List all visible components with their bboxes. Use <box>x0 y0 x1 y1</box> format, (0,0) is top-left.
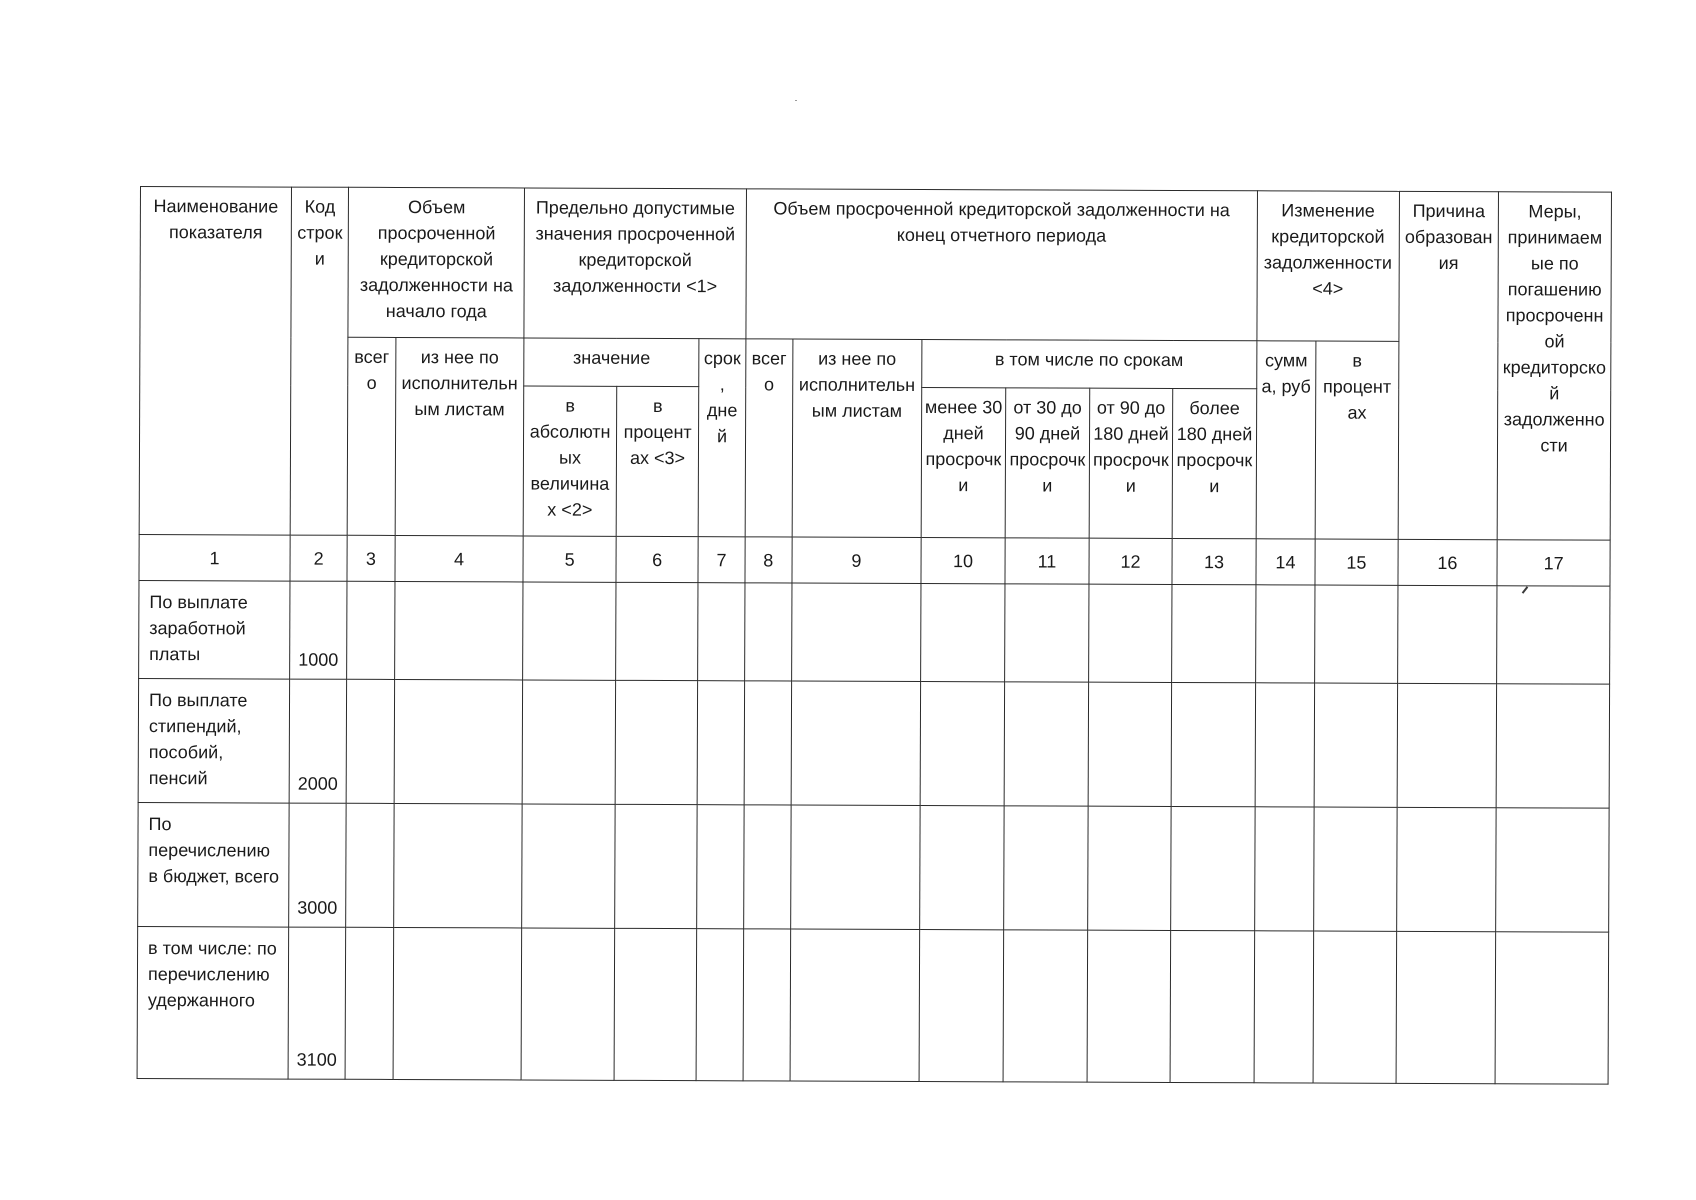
header-term-days: срок, дней <box>699 339 746 537</box>
empty-cell <box>1396 807 1496 931</box>
header-change-percent: в процентах <box>1315 341 1398 539</box>
empty-cell <box>920 681 1005 805</box>
empty-cell <box>1088 584 1172 682</box>
column-numbers-row <box>139 534 1610 586</box>
overdue-payables-table <box>137 186 1612 1085</box>
empty-cell <box>614 928 697 1080</box>
empty-cell <box>1496 808 1609 932</box>
empty-cell <box>1171 806 1255 930</box>
row-code: 2000 <box>289 679 347 803</box>
empty-cell <box>792 583 921 681</box>
empty-cell <box>1004 682 1088 806</box>
row-code: 1000 <box>290 581 348 679</box>
empty-cell <box>791 805 920 929</box>
empty-cell <box>920 584 1005 682</box>
header-reason: Причина образования <box>1398 191 1499 539</box>
header-absolute-values: в абсолютных величинах <2> <box>523 386 616 536</box>
column-number: 15 <box>1315 539 1398 585</box>
row-name: По выплате стипендий, пособий, пенсий <box>138 678 289 803</box>
header-sum-rub: сумма, руб <box>1256 341 1316 539</box>
empty-cell <box>1254 931 1314 1083</box>
empty-cell <box>743 929 791 1081</box>
header-writs-end: из нее по исполнительным листам <box>792 339 922 537</box>
empty-cell <box>1003 930 1087 1082</box>
column-number: 8 <box>745 537 792 583</box>
header-payables-change: Изменение кредиторской задолженности <4> <box>1257 191 1399 342</box>
header-30-90-days: от 30 до 90 дней просрочки <box>1005 388 1089 538</box>
empty-cell <box>523 582 616 680</box>
header-end-of-period-volume: Объем просроченной кредиторской задолженности на конец отчетного периода <box>746 189 1258 341</box>
empty-cell <box>1314 807 1397 931</box>
empty-cell <box>1087 930 1171 1082</box>
empty-cell <box>1496 684 1609 808</box>
empty-cell <box>697 805 744 929</box>
empty-cell <box>521 928 614 1080</box>
header-row-1 <box>140 187 1612 343</box>
empty-cell <box>1313 931 1396 1083</box>
column-number: 3 <box>347 535 394 581</box>
scan-speck <box>795 100 797 101</box>
empty-cell <box>1005 584 1089 682</box>
empty-cell <box>1314 683 1397 807</box>
column-number: 6 <box>616 536 699 582</box>
empty-cell <box>1170 930 1254 1082</box>
table-row <box>139 580 1610 684</box>
empty-cell <box>790 929 919 1081</box>
empty-cell <box>394 679 523 803</box>
empty-cell <box>744 583 792 681</box>
header-percent-values: в процентах <3> <box>616 386 699 536</box>
empty-cell <box>347 581 395 679</box>
empty-cell <box>1315 585 1398 683</box>
empty-cell <box>522 680 615 804</box>
row-code: 3100 <box>288 927 346 1079</box>
empty-cell <box>615 680 698 804</box>
header-by-terms: в том числе по срокам <box>921 340 1256 389</box>
empty-cell <box>1172 584 1256 682</box>
row-name: По перечислению в бюджет, всего <box>138 802 289 927</box>
empty-cell <box>743 805 791 929</box>
column-number: 13 <box>1172 538 1256 584</box>
empty-cell <box>1254 807 1314 931</box>
empty-cell <box>1171 682 1255 806</box>
empty-cell <box>615 804 698 928</box>
empty-cell <box>394 581 523 679</box>
empty-cell <box>1087 806 1171 930</box>
header-indicator-name: Наименование показателя <box>139 187 291 536</box>
header-measures: Меры, принимаемые по погашению просроченной кредиторской задолженности <box>1497 192 1611 540</box>
empty-cell <box>1396 931 1496 1083</box>
empty-cell <box>1495 932 1608 1084</box>
header-more-180-days: более 180 дней просрочки <box>1172 388 1256 538</box>
row-code: 3000 <box>289 803 347 927</box>
header-start-of-year-volume: Объем просроченной кредиторской задолженности на начало года <box>348 187 525 338</box>
empty-cell <box>522 804 615 928</box>
column-number: 1 <box>139 534 290 581</box>
header-row-code: Код строки <box>290 187 349 535</box>
header-total-end: всего <box>745 339 793 537</box>
column-number: 2 <box>290 535 348 581</box>
row-name: По выплате заработной платы <box>139 580 290 679</box>
column-number: 17 <box>1497 540 1610 586</box>
empty-cell <box>1397 683 1497 807</box>
empty-cell <box>1255 585 1315 683</box>
table-row <box>137 926 1609 1084</box>
header-value: значение <box>524 338 699 387</box>
column-number: 14 <box>1256 539 1316 585</box>
empty-cell <box>919 805 1004 929</box>
empty-cell <box>919 929 1004 1081</box>
empty-cell <box>615 582 698 680</box>
column-number: 7 <box>698 537 744 583</box>
empty-cell <box>1255 683 1315 807</box>
header-less-30-days: менее 30 дней просрочки <box>921 388 1006 538</box>
table-row <box>138 802 1609 932</box>
empty-cell <box>697 681 744 805</box>
empty-cell <box>698 583 745 681</box>
empty-cell <box>744 681 792 805</box>
empty-cell <box>393 927 522 1079</box>
header-total-start: всего <box>347 337 395 535</box>
empty-cell <box>696 929 743 1081</box>
header-limit-values: Предельно допустимые значения просроченной кредиторской задолженности <1> <box>524 188 746 339</box>
empty-cell <box>393 803 522 927</box>
empty-cell <box>346 803 394 927</box>
header-writs-start: из нее по исполнительным листам <box>395 337 525 535</box>
empty-cell <box>346 679 394 803</box>
empty-cell <box>1088 682 1172 806</box>
column-number: 5 <box>523 536 616 582</box>
column-number: 10 <box>921 538 1006 584</box>
column-number: 4 <box>395 535 524 581</box>
empty-cell <box>1004 806 1088 930</box>
column-number: 16 <box>1398 539 1498 585</box>
column-number: 9 <box>792 537 921 583</box>
empty-cell <box>1497 586 1610 684</box>
empty-cell <box>791 681 920 805</box>
empty-cell <box>1397 585 1497 683</box>
header-90-180-days: от 90 до 180 дней просрочки <box>1089 388 1173 538</box>
column-number: 12 <box>1089 538 1173 584</box>
empty-cell <box>345 927 393 1079</box>
header-row-2 <box>140 337 1611 391</box>
row-name: в том числе: по перечислению удержанного <box>137 926 288 1079</box>
table-row <box>138 678 1609 808</box>
column-number: 11 <box>1005 538 1089 584</box>
